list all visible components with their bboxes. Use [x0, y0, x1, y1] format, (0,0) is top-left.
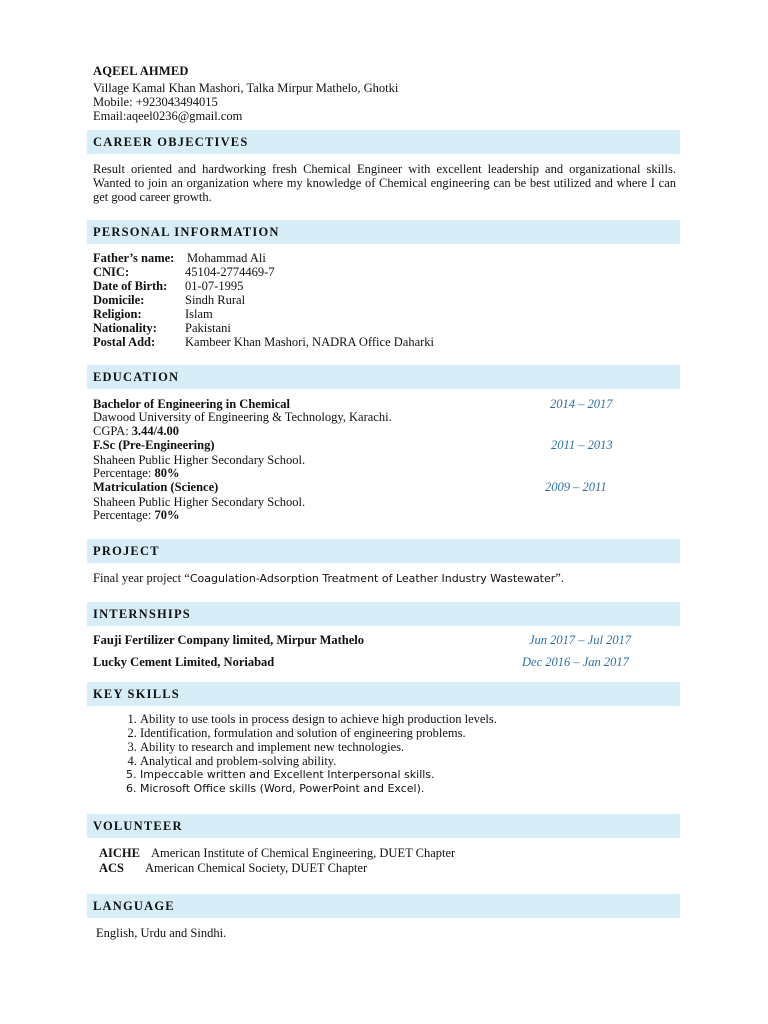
- section-internships: [87, 602, 680, 626]
- personal-value: Sindh Rural: [185, 293, 246, 307]
- project-description: Final year project “Coagulation-Adsorption Treatment of Leather Industry Wastewater”.: [93, 571, 564, 585]
- internship-company: Lucky Cement Limited, Noriabad: [93, 655, 275, 669]
- personal-label: Domicile:: [93, 293, 145, 307]
- volunteer-abbr: AICHE: [99, 846, 140, 860]
- email-line: Email:aqeel0236@gmail.com: [93, 109, 243, 123]
- personal-value: 45104-2774469-7: [185, 265, 275, 279]
- education-score: CGPA: 3.44/4.00: [93, 424, 180, 438]
- mobile-line: Mobile: +923043494015: [93, 95, 218, 109]
- language-text: English, Urdu and Sindhi.: [96, 926, 227, 940]
- education-years: 2009 – 2011: [545, 480, 607, 494]
- list-item: 2. Identification, formulation and solution of engineering problems.: [140, 726, 497, 740]
- personal-label: Date of Birth:: [93, 279, 168, 293]
- personal-label: Religion:: [93, 307, 142, 321]
- internship-company: Fauji Fertilizer Company limited, Mirpur Mathelo: [93, 633, 365, 647]
- list-item: 4. Analytical and problem-solving ability.: [140, 754, 497, 768]
- section-title: EDUCATION: [93, 370, 180, 384]
- section-title: LANGUAGE: [93, 899, 175, 913]
- education-degree: Matriculation (Science): [93, 480, 219, 494]
- education-institution: Dawood University of Engineering & Technology, Karachi.: [93, 410, 392, 424]
- section-volunteer: [87, 814, 680, 838]
- personal-value: Islam: [185, 307, 213, 321]
- volunteer-organization: American Institute of Chemical Engineering, DUET Chapter: [151, 846, 456, 860]
- section-language: [87, 894, 680, 918]
- list-item: 1. Ability to use tools in process design to achieve high production levels.: [140, 712, 497, 726]
- section-title: CAREER OBJECTIVES: [93, 135, 249, 149]
- education-institution: Shaheen Public Higher Secondary School.: [93, 495, 306, 509]
- applicant-name: AQEEL AHMED: [93, 64, 189, 78]
- education-institution: Shaheen Public Higher Secondary School.: [93, 453, 306, 467]
- address-line: Village Kamal Khan Mashori, Talka Mirpur Mathelo, Ghotki: [93, 81, 399, 95]
- personal-label: Nationality:: [93, 321, 157, 335]
- personal-value: Pakistani: [185, 321, 231, 335]
- personal-value: 01-07-1995: [185, 279, 244, 293]
- personal-value: Kambeer Khan Mashori, NADRA Office Daharki: [185, 335, 435, 349]
- section-project: [87, 539, 680, 563]
- section-education: [87, 365, 680, 389]
- section-personal-information: [87, 220, 680, 244]
- personal-label: Postal Add:: [93, 335, 156, 349]
- internship-dates: Jun 2017 – Jul 2017: [529, 633, 632, 647]
- personal-label: Father’s name:: [93, 251, 175, 265]
- section-title: VOLUNTEER: [93, 819, 183, 833]
- section-title: PERSONAL INFORMATION: [93, 225, 280, 239]
- skills-list: [100, 712, 497, 796]
- internship-dates: Dec 2016 – Jan 2017: [522, 655, 629, 669]
- list-item: 6. Microsoft Office skills (Word, PowerPoint and Excel).: [140, 782, 497, 796]
- education-score: Percentage: 70%: [93, 508, 180, 522]
- section-career-objectives: [87, 130, 680, 154]
- education-degree: Bachelor of Engineering in Chemical: [93, 397, 290, 411]
- volunteer-organization: American Chemical Society, DUET Chapter: [145, 861, 368, 875]
- section-title: INTERNSHIPS: [93, 607, 191, 621]
- volunteer-abbr: ACS: [99, 861, 125, 875]
- education-years: 2014 – 2017: [550, 397, 613, 411]
- education-degree: F.Sc (Pre-Engineering): [93, 438, 215, 452]
- section-title: KEY SKILLS: [93, 687, 180, 701]
- personal-value: Mohammad Ali: [187, 251, 266, 265]
- personal-label: CNIC:: [93, 265, 130, 279]
- career-objective-text: Result oriented and hardworking fresh Chemical Engineer with excellent leadership and organizational skills. Wanted to join an organization where my knowledge of Chemical engineering can be best utilized and where I can get good career growth.: [93, 162, 676, 204]
- education-score: Percentage: 80%: [93, 466, 180, 480]
- project-title: Coagulation-Adsorption Treatment of Leather Industry Wastewater: [189, 572, 556, 585]
- section-title: PROJECT: [93, 544, 160, 558]
- section-key-skills: [87, 682, 680, 706]
- list-item: 3. Ability to research and implement new technologies.: [140, 740, 497, 754]
- list-item: 5. Impeccable written and Excellent Interpersonal skills.: [140, 768, 497, 782]
- education-years: 2011 – 2013: [551, 438, 613, 452]
